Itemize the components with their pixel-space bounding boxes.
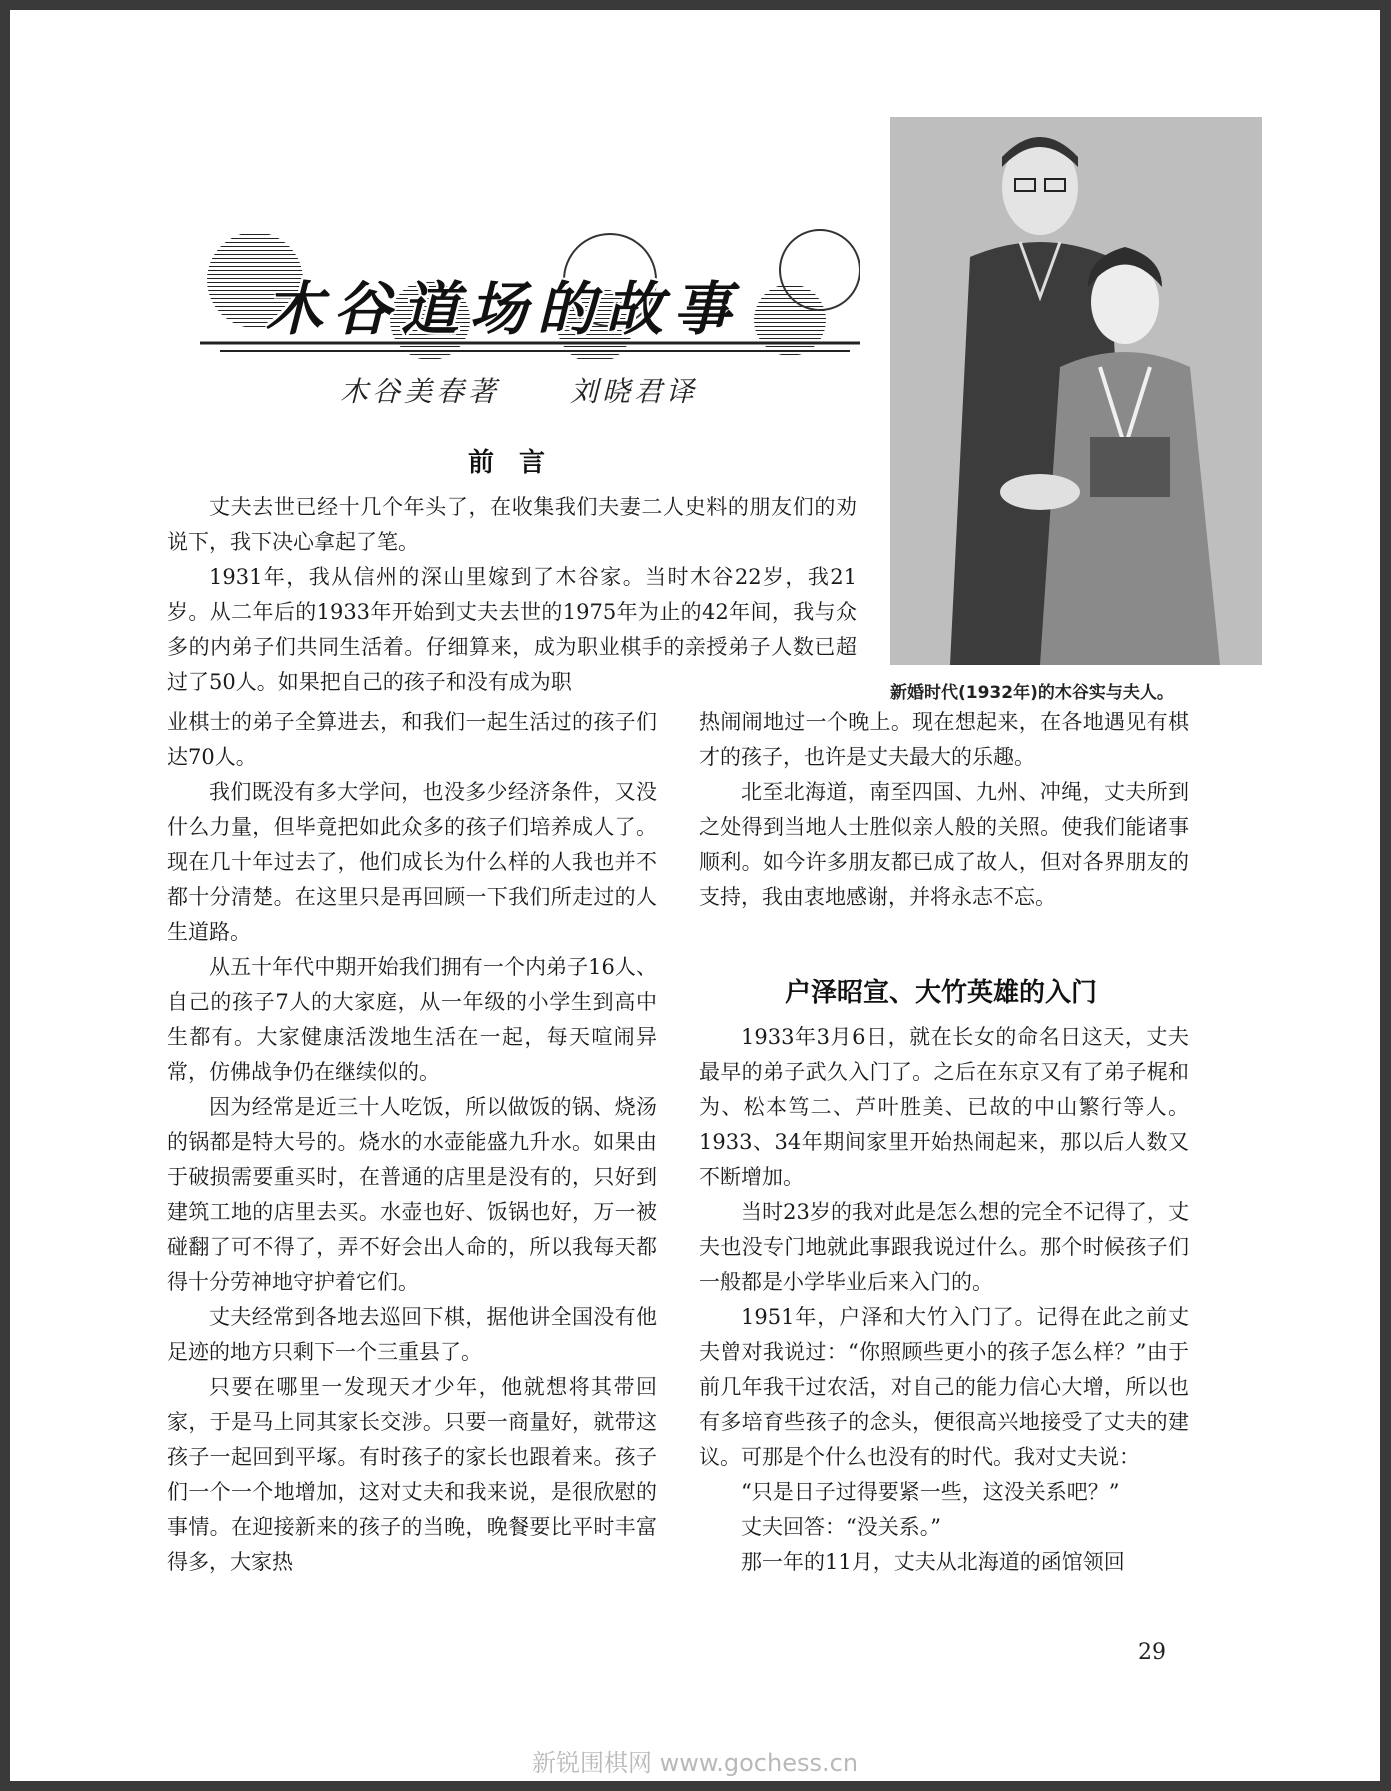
left-column <box>167 705 657 1580</box>
paragraph: 从五十年代中期开始我们拥有一个内弟子16人、自己的孩子7人的大家庭，从一年级的小学生到高中生都有。大家健康活泼地生活在一起，每天喧闹异常，仿佛战争仍在继续似的。 <box>167 955 657 1084</box>
paragraph: 只要在哪里一发现天才少年，他就想将其带回家，于是马上同其家长交涉。只要一商量好，就带这孩子一起回到平塚。有时孩子的家长也跟着来。孩子们一个一个地增加，这对丈夫和我来说，是很欣慰的事情。在迎接新来的孩子的当晚，晚餐要比平时丰富得多，大家热 <box>167 1375 657 1574</box>
byline <box>340 370 698 410</box>
paragraph: 业棋士的弟子全算进去，和我们一起生活过的孩子们达70人。 <box>167 710 657 769</box>
paragraph: 1933年3月6日，就在长女的命名日这天，丈夫最早的弟子武久入门了。之后在东京又有了弟子梶和为、松本笃二、芦叶胜美、已故的中山繁行等人。1933、34年期间家里开始热闹起来，那以后人数又不断增加。 <box>699 1025 1189 1189</box>
paragraph: 那一年的11月，丈夫从北海道的函馆领回 <box>741 1550 1125 1574</box>
paragraph: 北至北海道，南至四国、九州、冲绳，丈夫所到之处得到当地人士胜似亲人般的关照。使我们能诸事顺利。如今许多朋友都已成了故人，但对各界朋友的支持，我由衷地感谢，并将永志不忘。 <box>699 780 1189 909</box>
paragraph: “只是日子过得要紧一些，这没关系吧？” <box>741 1480 1120 1504</box>
photo-caption: 新婚时代(1932年)的木谷实与夫人。 <box>890 683 1174 703</box>
article-title: 木谷道场的故事 <box>265 275 742 343</box>
paragraph: 丈夫回答：“没关系。” <box>741 1515 941 1539</box>
paragraph: 当时23岁的我对此是怎么想的完全不记得了，丈夫也没专门地就此事跟我说过什么。那个时候孩子们一般都是小学毕业后来入门的。 <box>699 1200 1189 1294</box>
paragraph: 我们既没有多大学问，也没多少经济条件，又没什么力量，但毕竟把如此众多的孩子们培养成人了。现在几十年过去了，他们成长为什么样的人我也并不都十分清楚。在这里只是再回顾一下我们所走过的人生道路。 <box>167 780 657 944</box>
couple-photo <box>890 117 1262 665</box>
byline-author: 木谷美春著 <box>340 375 501 408</box>
photo-illustration <box>890 117 1262 665</box>
section-heading-preface: 前 言 <box>468 448 554 478</box>
section-heading-togawa-otake: 户泽昭宣、大竹英雄的入门 <box>785 978 1098 1008</box>
paragraph: 丈夫去世已经十几个年头了，在收集我们夫妻二人史料的朋友们的劝说下，我下决心拿起了笔。 <box>167 495 857 554</box>
deco-circle <box>780 230 860 310</box>
page-number: 29 <box>1138 1640 1166 1665</box>
right-column-bottom <box>699 1020 1189 1580</box>
deco-circle <box>754 284 826 356</box>
paragraph: 1931年，我从信州的深山里嫁到了木谷家。当时木谷22岁，我21岁。从二年后的1933年开始到丈夫去世的1975年为止的42年间，我与众多的内弟子们共同生活着。仔细算来，成为职业棋手的亲授弟子人数已超过了50人。如果把自己的孩子和没有成为职 <box>167 565 857 694</box>
preface-body <box>167 490 857 700</box>
paragraph: 因为经常是近三十人吃饭，所以做饭的锅、烧汤的锅都是特大号的。烧水的水壶能盛九升水。如果由于破损需要重买时，在普通的店里是没有的，只好到建筑工地的店里去买。水壶也好、饭锅也好，万一被碰翻了可不得了，弄不好会出人命的，所以我每天都得十分劳神地守护着它们。 <box>167 1095 657 1294</box>
paragraph: 热闹闹地过一个晚上。现在想起来，在各地遇见有棋才的孩子，也许是丈夫最大的乐趣。 <box>699 710 1189 769</box>
paragraph: 1951年，户泽和大竹入门了。记得在此之前丈夫曾对我说过：“你照顾些更小的孩子怎么样？”由于前几年我干过农活，对自己的能力信心大增，所以也有多培育些孩子的念头，便很高兴地接受了丈夫的建议。可那是个什么也没有的时代。我对丈夫说： <box>699 1305 1189 1469</box>
document-page <box>10 10 1380 1781</box>
byline-translator: 刘晓君译 <box>570 375 699 408</box>
watermark: 新锐围棋网 www.gochess.cn <box>10 1745 1380 1781</box>
paragraph: 丈夫经常到各地去巡回下棋，据他讲全国没有他足迹的地方只剩下一个三重县了。 <box>167 1305 657 1364</box>
right-column-top <box>699 705 1189 915</box>
